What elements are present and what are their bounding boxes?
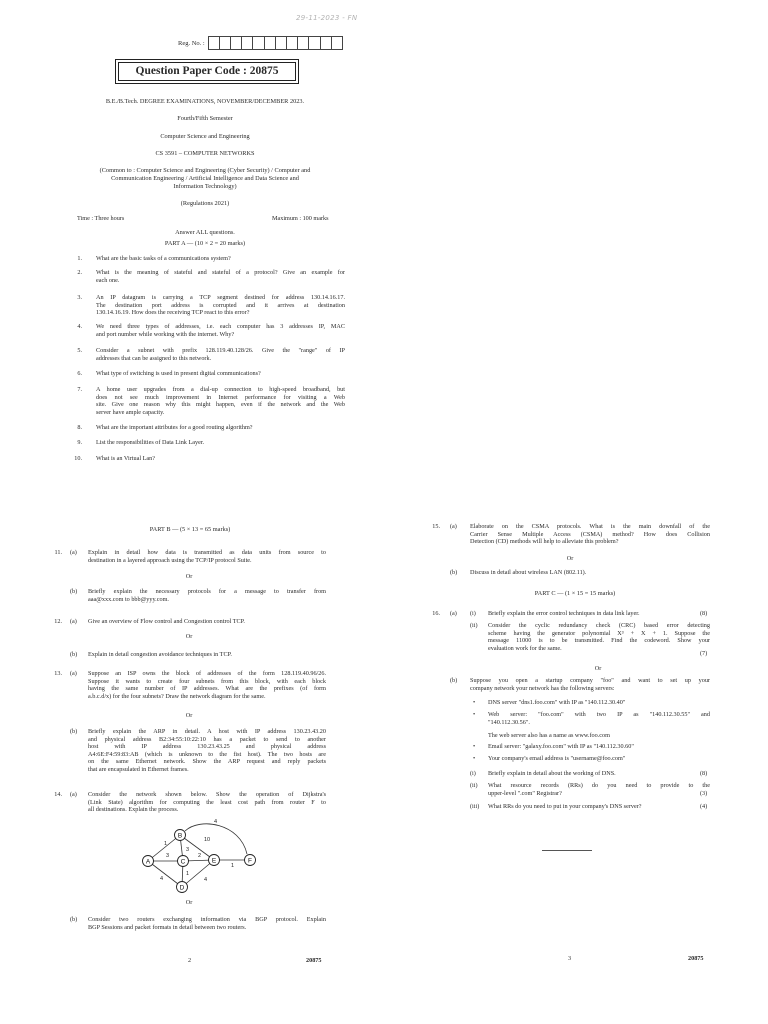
q16b-ii-label: (ii) bbox=[470, 782, 478, 789]
footer-code-left: 20875 bbox=[306, 957, 322, 964]
regulations: (Regulations 2021) bbox=[180, 200, 230, 207]
q16b-iii-marks: (4) bbox=[700, 803, 708, 810]
q15-number: 15. bbox=[432, 523, 440, 530]
q13a-line: a.b.c.d/x) for the four subnets? Draw the network diagram for the same. bbox=[88, 692, 266, 700]
node-label: C bbox=[180, 858, 186, 866]
part-a-q-number: 10. bbox=[74, 455, 82, 462]
bullet-icon: • bbox=[473, 742, 476, 750]
node-label: D bbox=[179, 884, 185, 892]
q12b-line: Explain in detail congestion avoidance techniques in TCP. bbox=[88, 651, 232, 658]
part-a-q-text: A home user upgrades from a dial-up connection to high-speed broadband, but bbox=[96, 386, 345, 393]
server-item-line: DNS server "dns1.foo.com" with IP as "140.112.30.40" bbox=[488, 699, 626, 706]
q16a-i-marks: (8) bbox=[700, 610, 708, 617]
q16b-iii-label: (iii) bbox=[470, 803, 480, 810]
node-label: B bbox=[177, 832, 183, 840]
edge-weight-label: 3 bbox=[166, 853, 170, 859]
or-label: Or bbox=[185, 633, 193, 640]
q14a-line: Consider the network shown below. Show the operation of Dijkstra's bbox=[88, 791, 326, 798]
q13a-line: Suppose an ISP owns the block of addresses of the form 128.119.40.96/26. bbox=[88, 670, 326, 677]
part-a-q-text: 130.14.16.19. How does the receiving TCP react to this error? bbox=[96, 309, 250, 317]
q12-number: 12. bbox=[54, 618, 62, 625]
q13b-line: that are encapsulated in Ethernet frames. bbox=[88, 766, 189, 773]
page-number-2: 2 bbox=[188, 957, 192, 964]
q14a-line: (Link State) algorithm for computing the least cost path from router F to bbox=[88, 798, 326, 806]
q16-number: 16. bbox=[432, 610, 440, 617]
q16b-ii-line: upper-level ".com" Registrar? bbox=[488, 789, 562, 797]
part-a-q-number: 8. bbox=[77, 424, 82, 431]
part-a-q-text: and port number while working with the internet. Why? bbox=[96, 330, 235, 338]
reg-boxes bbox=[209, 36, 343, 50]
graph-edge-b-f bbox=[185, 824, 247, 854]
edge-weight-label: 1 bbox=[186, 871, 190, 877]
or-label: Or bbox=[594, 665, 602, 672]
server-item-line: Your company's email address is "username@foo.com" bbox=[488, 754, 626, 762]
reg-number-field bbox=[178, 36, 343, 50]
handwritten-date: 29-11-2023 - FN bbox=[296, 14, 358, 22]
part-a-q-number: 3. bbox=[77, 294, 82, 301]
q16b-i-text: Briefly explain in detail about the working of DNS. bbox=[488, 770, 616, 777]
part-a-q-text: does not see much improvement in Internet performance for visiting a Web bbox=[96, 393, 345, 401]
bullet-icon: • bbox=[473, 699, 476, 706]
edge-weight-label: 1 bbox=[164, 841, 168, 847]
server-item-line: Email server: "galaxy.foo.com" with IP as "140.112.30.60" bbox=[488, 742, 634, 750]
part-a-q-text: each one. bbox=[96, 276, 120, 284]
time-label: Time : Three hours bbox=[77, 215, 125, 222]
q13a-line: Suppose it wants to create four subnets from this block, with each block bbox=[88, 677, 326, 685]
part-a-q-number: 4. bbox=[77, 323, 82, 330]
or-label: Or bbox=[566, 555, 574, 562]
web-alias-note: The web server also has a name as www.foo.com bbox=[488, 731, 610, 739]
q11b-line: Briefly explain the necessary protocols for a message to transfer from bbox=[88, 588, 326, 595]
part-a-q-text: addresses that can be assigned to this network. bbox=[96, 354, 212, 362]
q16b-ii-line: What resource records (RRs) do you need to provide to the bbox=[488, 782, 710, 789]
q16a-i-text: Briefly explain the error control techniques in data link layer. bbox=[488, 610, 640, 617]
graph-edge-a-b bbox=[148, 835, 180, 861]
q13b-line: A4:6E:F4:59:83:AB (which is unknown to the fist host). The two hosts are bbox=[88, 750, 326, 758]
part-a-q-text: An IP datagram is carrying a TCP segment destined for address 130.14.16.17. bbox=[96, 294, 345, 301]
common-line-1: (Common to : Computer Science and Engineering (Cyber Security) / Computer and bbox=[99, 167, 311, 174]
q14a-line: all destinations. Explain the process. bbox=[88, 806, 179, 814]
q16b-ii-marks: (3) bbox=[700, 790, 708, 797]
footer-code-right: 20875 bbox=[688, 955, 704, 962]
or-label: Or bbox=[185, 899, 193, 906]
node-label: A bbox=[145, 858, 151, 866]
edge-weight-label: 1 bbox=[231, 863, 235, 869]
q13b-line: host with IP address 130.23.43.25 and physical address bbox=[88, 743, 326, 751]
common-line-2: Communication Engineering / Artificial Intelligence and Data Science and bbox=[111, 175, 299, 182]
q16b-i-label: (i) bbox=[470, 770, 476, 777]
answer-all: Answer ALL questions. bbox=[175, 229, 235, 236]
part-a-q-number: 7. bbox=[77, 386, 82, 393]
part-a-q-text: What is the meaning of stateful and stateful of a protocol? Give an example for bbox=[96, 269, 345, 276]
server-item-line: "140.112.30.56". bbox=[488, 718, 530, 726]
part-a-q-text: site. Give one reason why this might happen, even if the network and the Web bbox=[96, 401, 345, 409]
or-label: Or bbox=[185, 573, 193, 580]
end-rule bbox=[542, 850, 592, 851]
q13b-line: and physical address B2:34:55:10:22:10 has a packet to send to another bbox=[88, 735, 326, 743]
common-line-3: Information Technology) bbox=[173, 183, 237, 190]
part-a-title: PART A — (10 × 2 = 20 marks) bbox=[164, 240, 246, 247]
exam-title: B.E./B.Tech. DEGREE EXAMINATIONS, NOVEMBER/DECEMBER 2023. bbox=[105, 98, 305, 105]
part-a-q-number: 1. bbox=[77, 255, 82, 262]
edge-weight-label: 2 bbox=[198, 853, 202, 859]
part-a-q-number: 5. bbox=[77, 347, 82, 354]
server-item-line: Web server: "foo.com" with two IP as "140.112.30.55" and bbox=[488, 711, 710, 718]
edge-weight-label: 4 bbox=[160, 876, 164, 882]
bullet-icon: • bbox=[473, 711, 476, 718]
q11b-line: aaa@xxx.com to bbb@yyy.com. bbox=[88, 595, 169, 603]
page-number-3: 3 bbox=[568, 955, 572, 962]
q13b-label: (b) bbox=[70, 728, 78, 735]
q13b-line: Briefly explain the ARP in detail. A host with IP address 130.23.43.20 bbox=[88, 728, 326, 735]
q14-number: 14. bbox=[54, 791, 62, 798]
q13a-line: having the same number of IP addresses. What are the prefixes (of form bbox=[88, 685, 326, 693]
q13a-label: (a) bbox=[70, 670, 77, 677]
edge-weight-label: 10 bbox=[204, 837, 211, 843]
part-a-q-text: Consider a subnet with prefix 128.119.40.128/26. Give the "range" of IP bbox=[96, 347, 345, 354]
graph-edge-a-d bbox=[148, 861, 182, 887]
q16a-ii-line: Consider the cyclic redundancy check (CRC) based error detecting bbox=[488, 622, 710, 629]
question-paper-code: Question Paper Code : 20875 bbox=[118, 62, 296, 81]
part-a-q-text: What is an Virtual Lan? bbox=[96, 455, 155, 462]
q12a-line: Give an overview of Flow control and Congestion control TCP. bbox=[88, 618, 245, 625]
q16a-ii-line: evaluation work for the same. bbox=[488, 644, 562, 652]
q16b-iii-text: What RRs do you need to put in your company's DNS server? bbox=[488, 803, 642, 810]
part-c-title: PART C — (1 × 15 = 15 marks) bbox=[534, 590, 616, 597]
q11b-label: (b) bbox=[70, 588, 78, 595]
edge-weight-label: 4 bbox=[214, 819, 218, 825]
q16b-intro-line: company network your network has the following servers: bbox=[470, 684, 615, 692]
q15b-line: Discuss in detail about wireless LAN (802.11). bbox=[470, 569, 587, 576]
q11-number: 11. bbox=[54, 549, 62, 556]
reg-label: Reg. No. : bbox=[178, 39, 205, 47]
q15a-line: Carrier Sense Multiple Access (CSMA) method? How does Collision bbox=[470, 530, 710, 538]
q16b-intro-line: Suppose you open a startup company "foo" and want to set up your bbox=[470, 677, 710, 684]
semester: Fourth/Fifth Semester bbox=[177, 115, 233, 122]
part-a-q-text: List the responsibilities of Data Link Layer. bbox=[96, 439, 205, 446]
q14b-label: (b) bbox=[70, 916, 78, 923]
q15a-label: (a) bbox=[450, 523, 457, 530]
node-label: E bbox=[211, 857, 217, 865]
part-a-q-text: What are the basic tasks of a communications system? bbox=[96, 255, 231, 262]
network-graph bbox=[130, 815, 270, 897]
q11a-label: (a) bbox=[70, 549, 77, 556]
part-a-q-number: 2. bbox=[77, 269, 82, 276]
q16a-label: (a) bbox=[450, 610, 457, 617]
q13b-line: on the same Ethernet network. Show the ARP request and reply packets bbox=[88, 758, 326, 766]
q12a-label: (a) bbox=[70, 618, 77, 625]
course-title: CS 3591 – COMPUTER NETWORKS bbox=[155, 150, 255, 157]
q14b-line: BGP Sessions and packet formats in detail between two routers. bbox=[88, 923, 247, 931]
q16b-i-marks: (8) bbox=[700, 770, 708, 777]
edge-weight-label: 4 bbox=[204, 877, 208, 883]
q12b-label: (b) bbox=[70, 651, 78, 658]
part-b-title: PART B — (5 × 13 = 65 marks) bbox=[149, 526, 231, 533]
or-label: Or bbox=[185, 712, 193, 719]
q16a-ii-label: (ii) bbox=[470, 622, 478, 629]
q11a-line: Explain in detail how data is transmitted as data units from source to bbox=[88, 549, 326, 556]
bullet-icon: • bbox=[473, 754, 476, 762]
q11a-line: destination in a layered approach using the TCP/IP protocol Suite. bbox=[88, 556, 252, 564]
q15a-line: Detection (CD) methods will help to alleviate this problem? bbox=[470, 538, 619, 546]
department: Computer Science and Engineering bbox=[160, 133, 250, 140]
part-a-q-text: server have ample capacity. bbox=[96, 408, 165, 416]
q16a-ii-line: scheme having the generator polynomial X³ + X + 1. Suppose the bbox=[488, 629, 710, 637]
q16a-i-label: (i) bbox=[470, 610, 476, 617]
q14a-label: (a) bbox=[70, 791, 77, 798]
part-a-q-text: What type of switching is used in present digital communications? bbox=[96, 370, 261, 377]
q15a-line: Elaborate on the CSMA protocols. What is the main downfall of the bbox=[470, 523, 710, 530]
part-a-q-number: 6. bbox=[77, 370, 82, 377]
part-a-q-text: The destination port address is corrupted and it arrives at destination bbox=[96, 301, 345, 309]
part-a-q-text: We need three types of addresses, i.e. each computer has 3 addresses IP, MAC bbox=[96, 323, 345, 330]
node-label: F bbox=[248, 857, 252, 865]
q13-number: 13. bbox=[54, 670, 62, 677]
edge-weight-label: 3 bbox=[186, 847, 190, 853]
q16a-ii-marks: (7) bbox=[700, 650, 708, 657]
max-marks: Maximum : 100 marks bbox=[272, 215, 329, 222]
q14b-line: Consider two routers exchanging information via BGP protocol. Explain bbox=[88, 916, 326, 923]
q16a-ii-line: message 11000 is to be transmitted. Find the codeword. Show your bbox=[488, 637, 710, 645]
part-a-q-number: 9. bbox=[77, 439, 82, 446]
q15b-label: (b) bbox=[450, 569, 458, 576]
q16b-label: (b) bbox=[450, 677, 458, 684]
part-a-q-text: What are the important attributes for a good routing algorithm? bbox=[96, 424, 253, 431]
